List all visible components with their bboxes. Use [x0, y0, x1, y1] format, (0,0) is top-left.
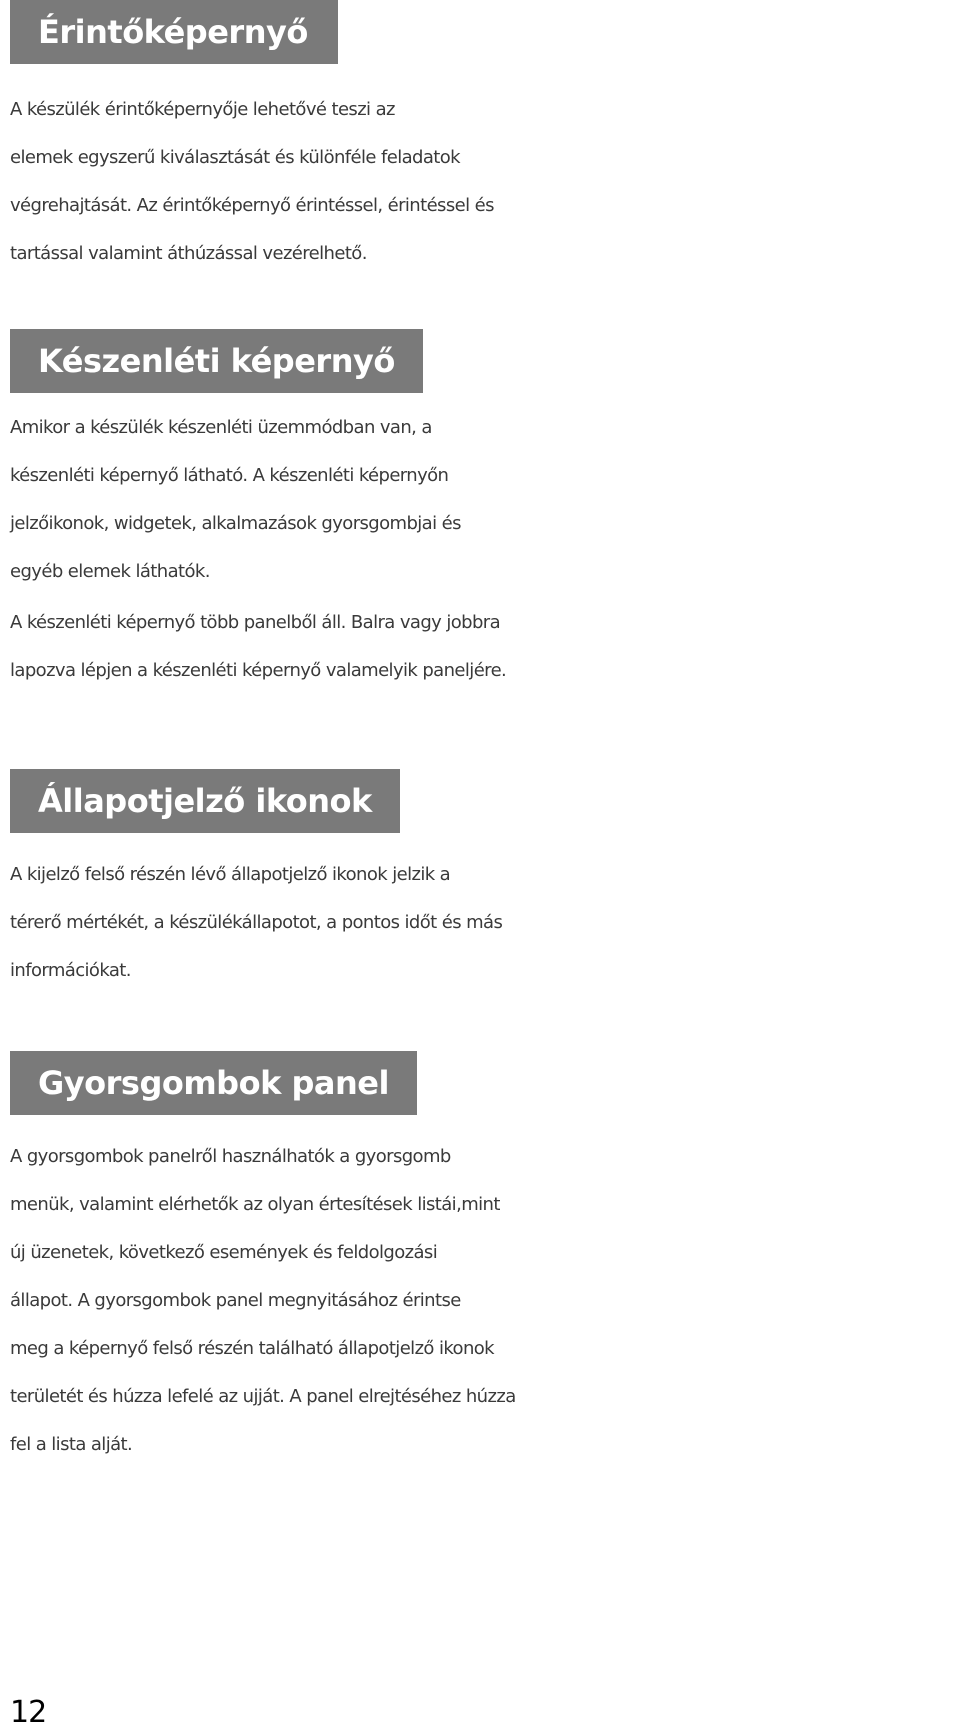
- text-line: A gyorsgombok panelről használhatók a gyorsgomb: [10, 1146, 451, 1167]
- section-standby-screen: [10, 329, 960, 695]
- paragraph: [10, 599, 960, 695]
- section-touchscreen: [10, 0, 960, 278]
- text-line: Amikor a készülék készenléti üzemmódban van, a: [10, 417, 432, 438]
- text-line: meg a képernyő felső részén található állapotjelző ikonok: [10, 1338, 494, 1359]
- text-line: új üzenetek, következő események és feldolgozási: [10, 1242, 438, 1263]
- paragraph: [10, 86, 960, 278]
- text-line: tartással valamint áthúzással vezérelhető.: [10, 243, 367, 264]
- paragraph: [10, 1133, 960, 1469]
- text-line: fel a lista alját.: [10, 1434, 133, 1455]
- text-line: információkat.: [10, 960, 131, 981]
- text-line: menük, valamint elérhetők az olyan értesítések listái,mint: [10, 1194, 500, 1215]
- text-line: A készülék érintőképernyője lehetővé teszi az: [10, 99, 395, 120]
- paragraph: [10, 851, 960, 995]
- text-line: készenléti képernyő látható. A készenléti képernyőn: [10, 465, 449, 486]
- text-line: lapozva lépjen a készenléti képernyő valamelyik paneljére.: [10, 660, 507, 681]
- section-heading: Állapotjelző ikonok: [10, 769, 400, 833]
- text-line: A kijelző felső részén lévő állapotjelző ikonok jelzik a: [10, 864, 451, 885]
- text-line: jelzőikonok, widgetek, alkalmazások gyorsgombjai és: [10, 513, 461, 534]
- text-line: elemek egyszerű kiválasztását és különféle feladatok: [10, 147, 461, 168]
- text-line: területét és húzza lefelé az ujját. A panel elrejtéséhez húzza: [10, 1386, 516, 1407]
- paragraph: [10, 404, 960, 596]
- text-line: térerő mértékét, a készülékállapotot, a pontos időt és más: [10, 912, 503, 933]
- section-heading: Érintőképernyő: [10, 0, 338, 64]
- section-heading: Gyorsgombok panel: [10, 1051, 417, 1115]
- text-line: egyéb elemek láthatók.: [10, 561, 210, 582]
- text-line: végrehajtását. Az érintőképernyő érintéssel, érintéssel és: [10, 195, 494, 216]
- section-heading: Készenléti képernyő: [10, 329, 423, 393]
- text-line: A készenléti képernyő több panelből áll. Balra vagy jobbra: [10, 612, 501, 633]
- page-number: 12: [10, 1695, 47, 1730]
- section-shortcuts-panel: [10, 1051, 960, 1469]
- section-status-icons: [10, 769, 960, 995]
- text-line: állapot. A gyorsgombok panel megnyitásához érintse: [10, 1290, 461, 1311]
